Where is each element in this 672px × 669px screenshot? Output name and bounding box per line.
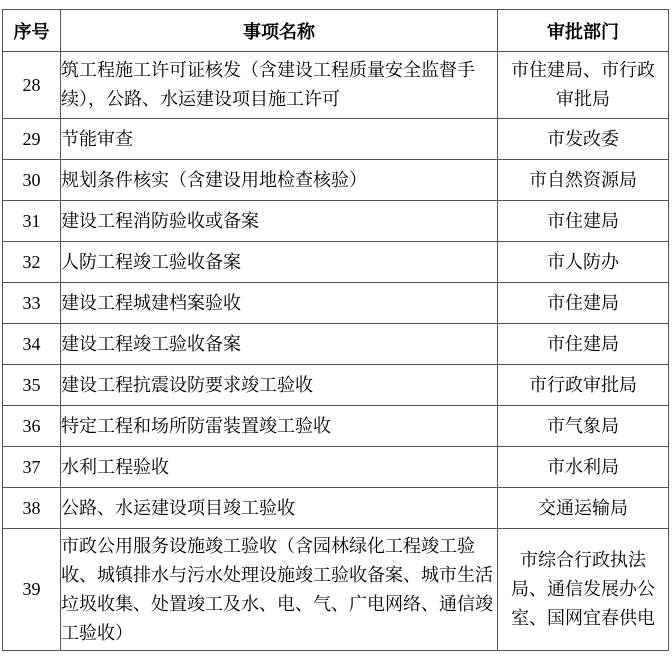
approval-items-table: [2, 9, 669, 651]
row-number: 30: [3, 160, 61, 201]
row-item: 人防工程竣工验收备案: [61, 242, 498, 283]
row-item: 建设工程抗震设防要求竣工验收: [61, 365, 498, 406]
row-item: 节能审查: [61, 119, 498, 160]
row-department: 市水利局: [498, 447, 669, 488]
row-department: 市综合行政执法局、通信发展办公室、国网宜春供电: [498, 529, 669, 651]
row-item: 公路、水运建设项目竣工验收: [61, 488, 498, 529]
row-number: 29: [3, 119, 61, 160]
header-department: 审批部门: [498, 10, 669, 52]
table-row: [3, 119, 669, 160]
row-number: 35: [3, 365, 61, 406]
row-number: 33: [3, 283, 61, 324]
table-row: [3, 201, 669, 242]
table-row: [3, 447, 669, 488]
row-number: 36: [3, 406, 61, 447]
row-number: 28: [3, 52, 61, 119]
row-department: 市发改委: [498, 119, 669, 160]
table-row: [3, 160, 669, 201]
table-row: [3, 52, 669, 119]
table-row: [3, 324, 669, 365]
row-department: 交通运输局: [498, 488, 669, 529]
row-number: 39: [3, 529, 61, 651]
row-department: 市住建局: [498, 324, 669, 365]
row-number: 34: [3, 324, 61, 365]
row-department: 市气象局: [498, 406, 669, 447]
row-item: 建设工程消防验收或备案: [61, 201, 498, 242]
row-item: 市政公用服务设施竣工验收（含园林绿化工程竣工验收、城镇排水与污水处理设施竣工验收备案、城市生活垃圾收集、处置竣工及水、电、气、广电网络、通信竣工验收）: [61, 529, 498, 651]
row-item: 特定工程和场所防雷装置竣工验收: [61, 406, 498, 447]
table-row: [3, 488, 669, 529]
row-department: 市住建局: [498, 283, 669, 324]
row-number: 31: [3, 201, 61, 242]
row-number: 32: [3, 242, 61, 283]
row-department: 市行政审批局: [498, 365, 669, 406]
table-header-row: [3, 10, 669, 52]
header-item-name: 事项名称: [61, 10, 498, 52]
row-item: 规划条件核实（含建设用地检查核验）: [61, 160, 498, 201]
row-number: 38: [3, 488, 61, 529]
row-department: 市人防办: [498, 242, 669, 283]
table-row: [3, 406, 669, 447]
table-row: [3, 242, 669, 283]
header-number: 序号: [3, 10, 61, 52]
row-item: 筑工程施工许可证核发（含建设工程质量安全监督手续），公路、水运建设项目施工许可: [61, 52, 498, 119]
row-item: 建设工程城建档案验收: [61, 283, 498, 324]
table-row: [3, 365, 669, 406]
table-row: [3, 283, 669, 324]
row-item: 水利工程验收: [61, 447, 498, 488]
row-department: 市自然资源局: [498, 160, 669, 201]
row-department: 市住建局: [498, 201, 669, 242]
row-number: 37: [3, 447, 61, 488]
row-item: 建设工程竣工验收备案: [61, 324, 498, 365]
row-department: 市住建局、市行政审批局: [498, 52, 669, 119]
table-row: [3, 529, 669, 651]
